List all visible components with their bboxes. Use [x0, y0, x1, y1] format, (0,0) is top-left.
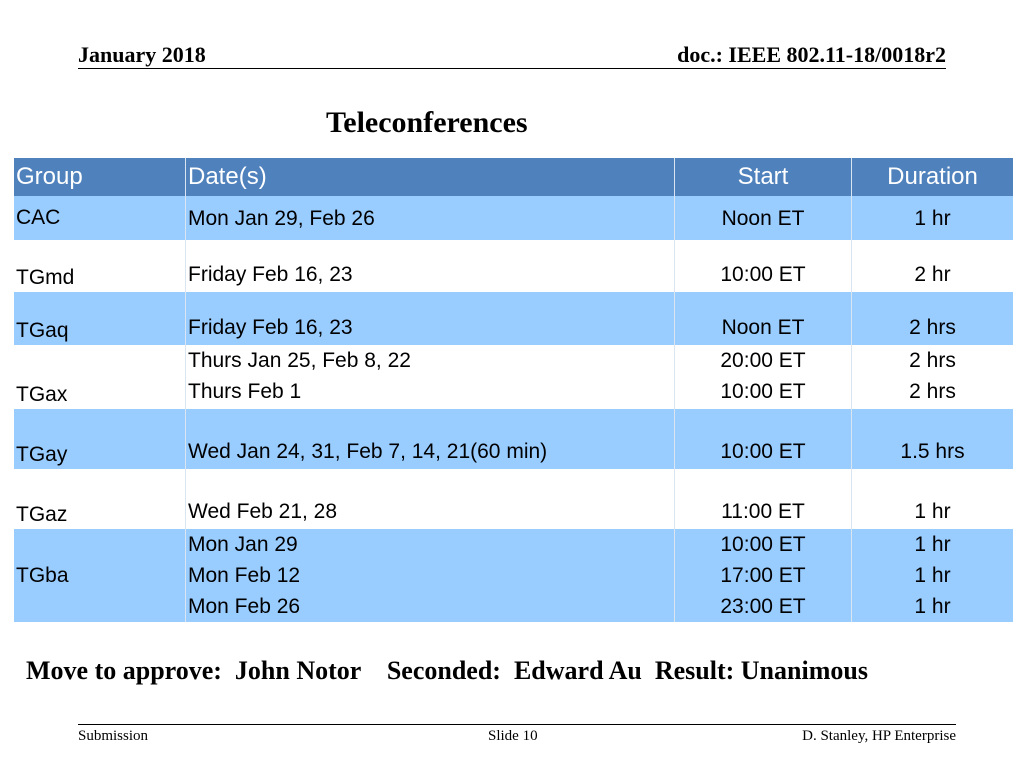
duration-line: 2 hrs — [909, 349, 956, 372]
cell-duration — [852, 529, 1014, 622]
start-line: 10:00 ET — [720, 533, 806, 556]
column-header-group: Group — [14, 158, 186, 196]
start-line: 10:00 ET — [720, 263, 806, 286]
date-line: Thurs Jan 25, Feb 8, 22 — [188, 349, 411, 372]
duration-line: 1 hr — [914, 595, 951, 618]
footer-submission: Submission — [78, 728, 149, 744]
cell-duration — [852, 409, 1014, 469]
cell-duration — [852, 240, 1014, 292]
date-line: Thurs Feb 1 — [188, 380, 302, 403]
table-row — [14, 240, 1013, 292]
column-header-duration: Duration — [852, 158, 1014, 196]
cell-group: TGaz — [14, 469, 186, 529]
header-date: January 2018 — [78, 42, 206, 67]
table-header-row — [14, 158, 1013, 196]
start-line: 11:00 ET — [721, 500, 805, 523]
cell-duration — [852, 469, 1014, 529]
teleconference-table — [14, 158, 1013, 622]
cell-group: TGax — [14, 345, 186, 409]
cell-group: CAC — [14, 196, 186, 240]
cell-group: TGba — [14, 529, 186, 622]
duration-line: 1 hr — [914, 206, 951, 230]
cell-start — [675, 345, 852, 409]
slide-title: Teleconferences — [326, 106, 528, 139]
cell-start — [675, 409, 852, 469]
date-line: Wed Jan 24, 31, Feb 7, 14, 21(60 min) — [188, 440, 548, 463]
table-row — [14, 196, 1013, 240]
footer-divider — [78, 724, 956, 725]
duration-line: 2 hrs — [909, 380, 956, 403]
date-line: Mon Jan 29 — [188, 533, 298, 556]
start-line: 17:00 ET — [720, 564, 806, 587]
date-line: Wed Feb 21, 28 — [188, 500, 338, 523]
table-row — [14, 292, 1013, 345]
table-row — [14, 529, 1013, 622]
cell-dates — [186, 240, 675, 292]
cell-dates — [186, 292, 675, 345]
cell-start — [675, 292, 852, 345]
cell-group: TGay — [14, 409, 186, 469]
date-line: Friday Feb 16, 23 — [188, 316, 353, 339]
cell-dates — [186, 345, 675, 409]
cell-start — [675, 529, 852, 622]
cell-start — [675, 469, 852, 529]
start-line: Noon ET — [721, 206, 805, 230]
footer-slide-number: Slide 10 — [488, 728, 538, 744]
start-line: 20:00 ET — [720, 349, 806, 372]
date-line: Mon Feb 26 — [188, 595, 301, 618]
start-line: 23:00 ET — [720, 595, 806, 618]
cell-group: TGaq — [14, 292, 186, 345]
start-line: 10:00 ET — [720, 440, 806, 463]
cell-start — [675, 196, 852, 240]
motion-text: Move to approve: John Notor Seconded: Edward Au Result: Unanimous — [26, 656, 868, 685]
start-line: 10:00 ET — [720, 380, 806, 403]
header-divider — [78, 68, 946, 69]
duration-line: 1 hr — [914, 533, 951, 556]
duration-line: 2 hrs — [909, 316, 956, 339]
cell-group: TGmd — [14, 240, 186, 292]
cell-dates — [186, 196, 675, 240]
date-line: Friday Feb 16, 23 — [188, 263, 353, 286]
date-line: Mon Feb 12 — [188, 564, 301, 587]
cell-dates — [186, 529, 675, 622]
column-header-dates: Date(s) — [186, 158, 675, 196]
cell-duration — [852, 292, 1014, 345]
duration-line: 1 hr — [914, 564, 951, 587]
start-line: Noon ET — [721, 316, 805, 339]
cell-dates — [186, 469, 675, 529]
duration-line: 2 hr — [914, 263, 951, 286]
footer-author: D. Stanley, HP Enterprise — [802, 728, 956, 744]
table-row — [14, 345, 1013, 409]
table-row — [14, 409, 1013, 469]
cell-start — [675, 240, 852, 292]
date-line: Mon Jan 29, Feb 26 — [188, 206, 375, 230]
column-header-start: Start — [675, 158, 852, 196]
table-row — [14, 469, 1013, 529]
cell-duration — [852, 196, 1014, 240]
duration-line: 1 hr — [914, 500, 951, 523]
cell-duration — [852, 345, 1014, 409]
header-doc-id: doc.: IEEE 802.11-18/0018r2 — [677, 42, 946, 67]
duration-line: 1.5 hrs — [900, 440, 965, 463]
cell-dates — [186, 409, 675, 469]
